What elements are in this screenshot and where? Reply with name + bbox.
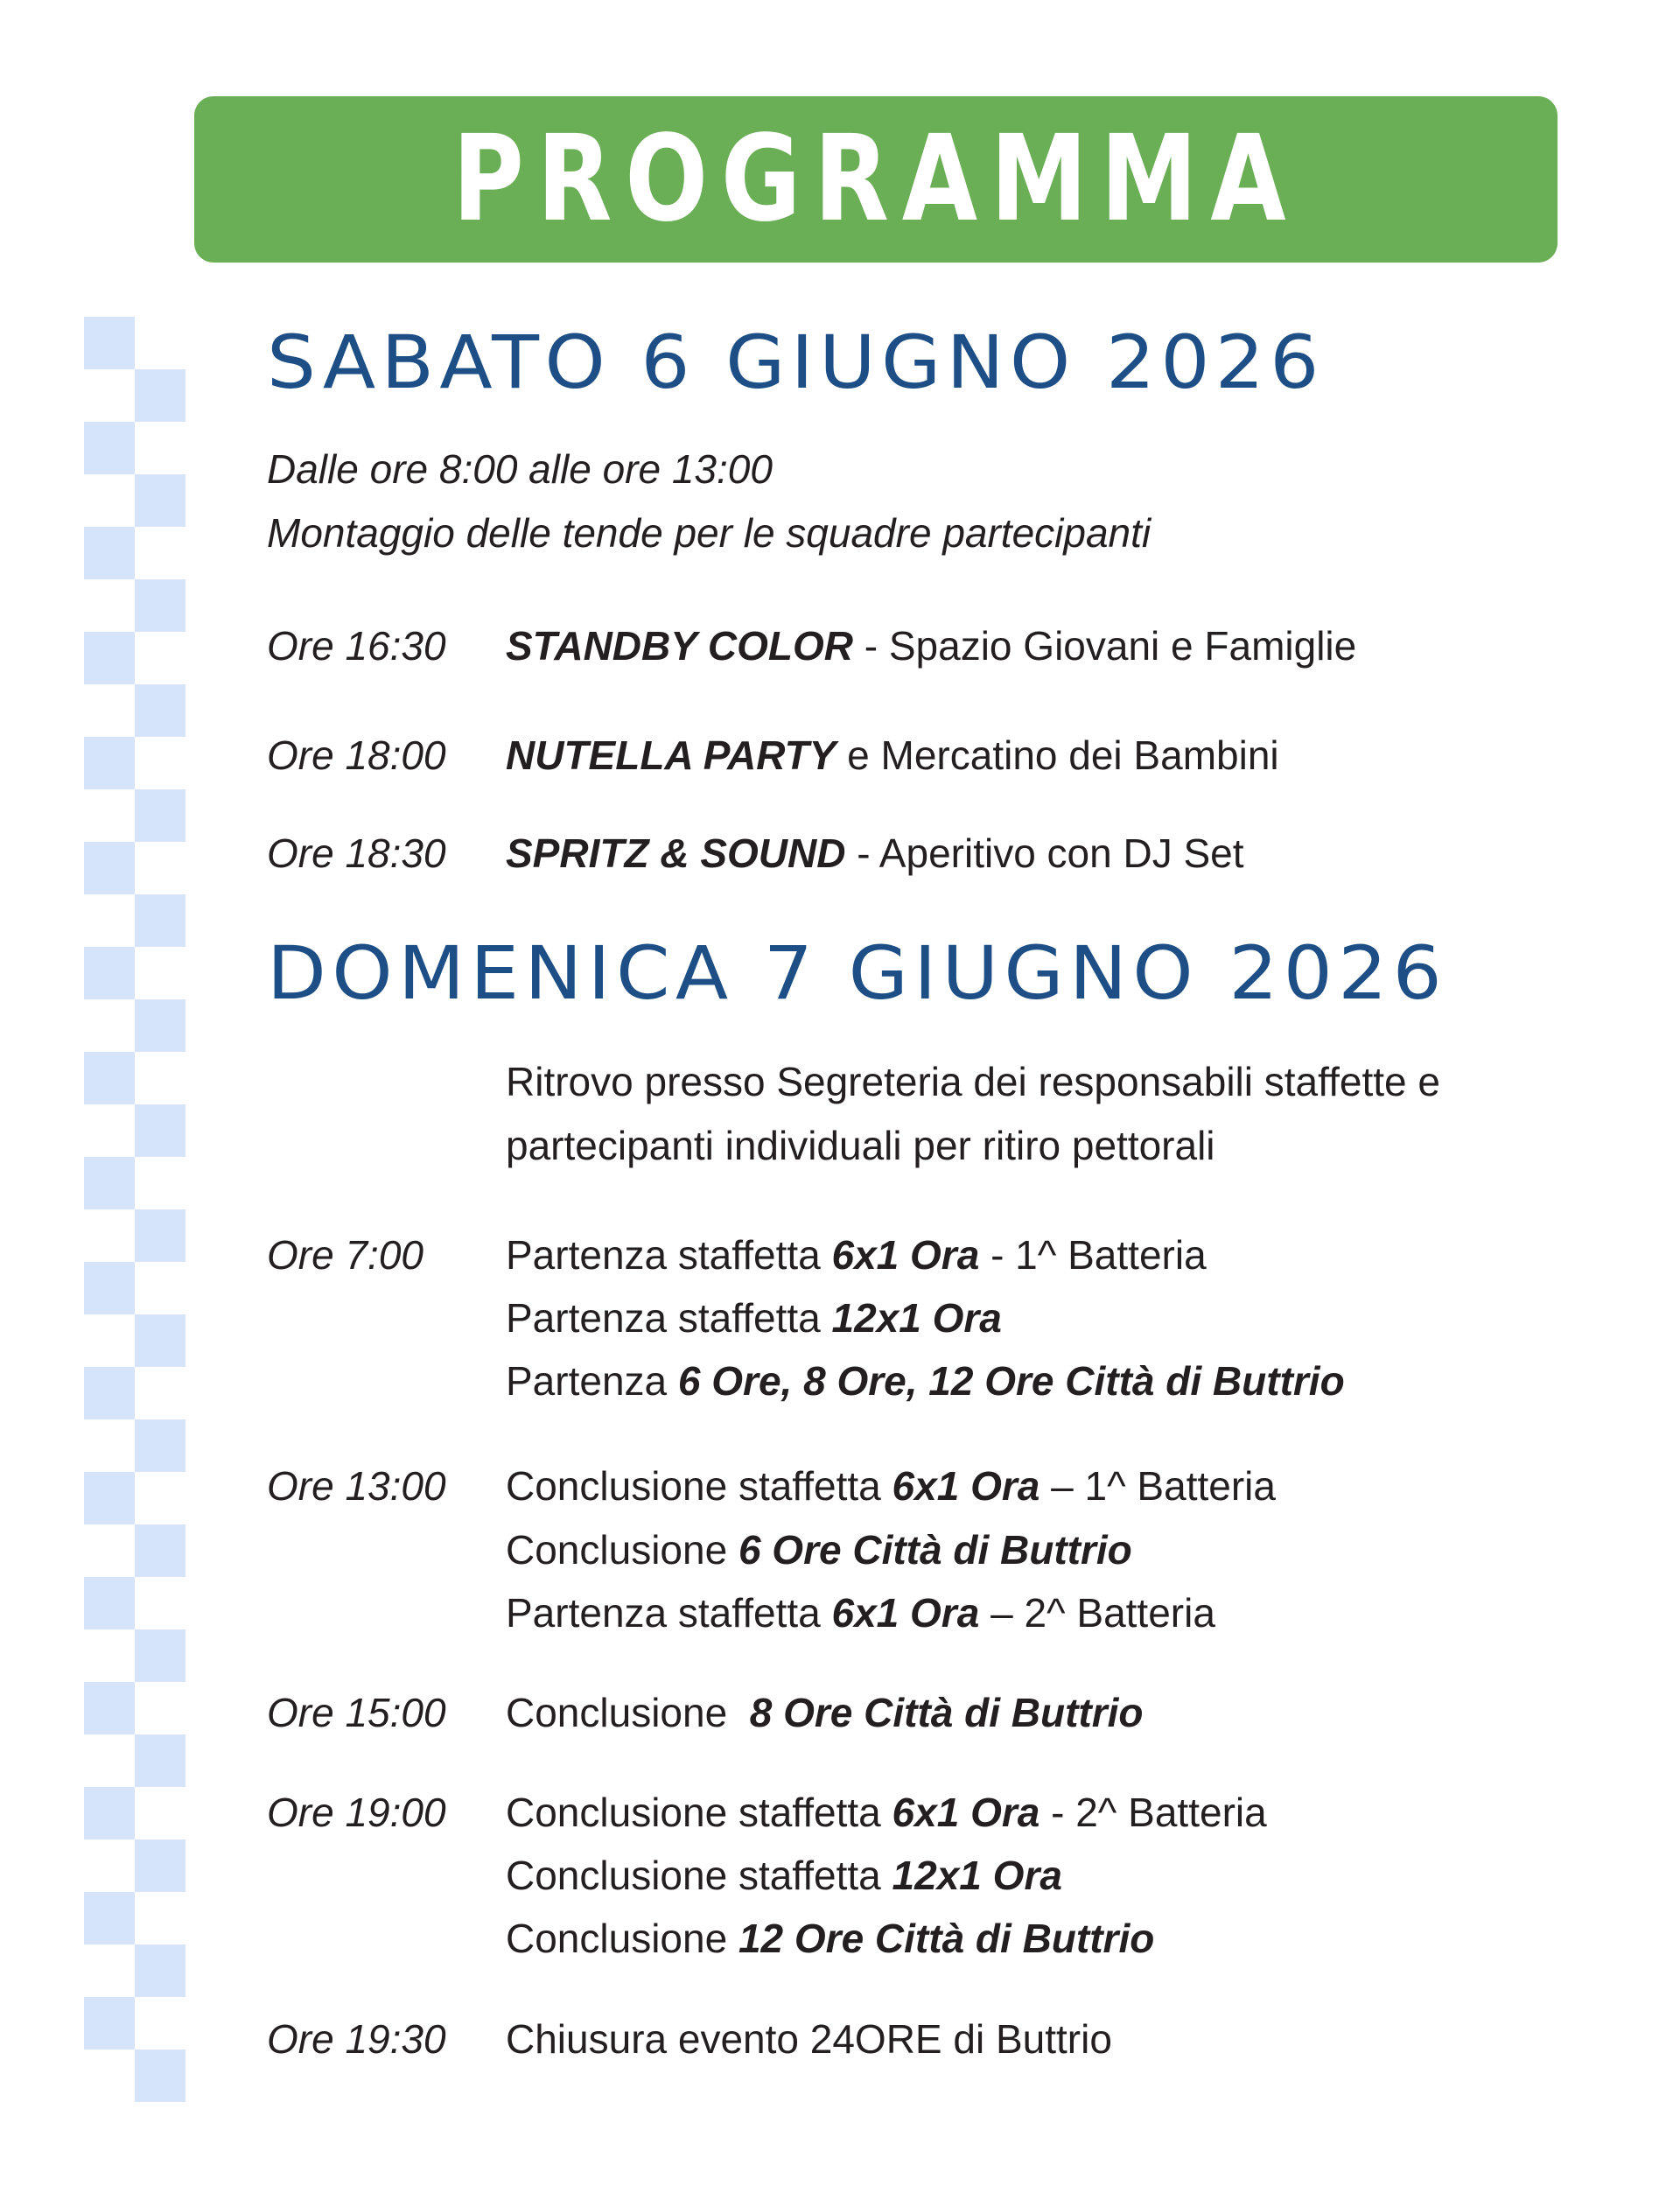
checker-square	[84, 1472, 135, 1524]
checker-square	[84, 1682, 135, 1734]
checker-square	[84, 1262, 135, 1314]
event-highlight: 6x1 Ora	[892, 1463, 1040, 1509]
checker-square	[84, 1787, 135, 1839]
event-time: Ore 19:30	[267, 2016, 446, 2062]
event-detail: - Spazio Giovani e Famiglie	[852, 623, 1357, 669]
checker-square	[135, 1944, 186, 1997]
event-highlight: 6 Ore, 8 Ore, 12 Ore Città di Buttrio	[677, 1358, 1345, 1404]
checker-square	[135, 1314, 186, 1367]
event-line: Conclusione 6 Ore Città di Buttrio	[506, 1527, 1132, 1573]
checker-square	[135, 1524, 186, 1577]
event-time: Ore 15:00	[267, 1690, 446, 1735]
event-highlight: NUTELLA PARTY	[506, 732, 836, 778]
checker-square	[84, 527, 135, 579]
sunday-intro-line: partecipanti individuali per ritiro pettorali	[506, 1123, 1215, 1168]
event-time: Ore 13:00	[267, 1463, 446, 1509]
event-line: Conclusione staffetta 6x1 Ora - 2^ Batteria	[506, 1790, 1267, 1835]
checker-square	[135, 1419, 186, 1472]
checker-square	[84, 1997, 135, 2049]
title-banner	[194, 96, 1558, 263]
sunday-intro-line: Ritrovo presso Segreteria dei responsabili staffette e	[506, 1059, 1440, 1104]
event-line: Conclusione 8 Ore Città di Buttrio	[506, 1690, 1144, 1735]
event-line: Partenza staffetta 6x1 Ora - 1^ Batteria	[506, 1232, 1207, 1278]
checker-square	[135, 894, 186, 947]
checker-square	[84, 737, 135, 789]
saturday-intro-line: Montaggio delle tende per le squadre partecipanti	[267, 510, 1152, 556]
event-description	[506, 623, 1356, 669]
event-highlight: STANDBY COLOR	[506, 623, 853, 669]
event-line: Conclusione staffetta 6x1 Ora – 1^ Batteria	[506, 1463, 1276, 1509]
event-line: Chiusura evento 24ORE di Buttrio	[506, 2016, 1112, 2062]
page-title: PROGRAMMA	[452, 110, 1299, 249]
checker-square	[84, 947, 135, 999]
event-time: Ore 18:30	[267, 830, 446, 876]
checker-square	[84, 422, 135, 474]
event-time: Ore 18:00	[267, 732, 446, 778]
checker-square	[135, 1629, 186, 1682]
checker-square	[84, 1892, 135, 1944]
checker-square	[135, 369, 186, 422]
saturday-heading: SABATO 6 GIUGNO 2026	[267, 319, 1325, 405]
event-highlight: 6 Ore Città di Buttrio	[738, 1527, 1132, 1573]
checker-square	[84, 842, 135, 894]
saturday-intro-line: Dalle ore 8:00 alle ore 13:00	[267, 446, 773, 492]
event-line: Conclusione staffetta 12x1 Ora	[506, 1853, 1062, 1898]
checker-square	[84, 1052, 135, 1104]
checker-square	[135, 1104, 186, 1157]
event-time: Ore 7:00	[267, 1232, 424, 1278]
checker-square	[135, 474, 186, 527]
checker-square	[84, 317, 135, 369]
event-highlight: 12x1 Ora	[831, 1295, 1002, 1341]
event-highlight: 6x1 Ora	[892, 1790, 1040, 1835]
event-description	[506, 732, 1279, 779]
checker-square	[84, 1367, 135, 1419]
event-line: Partenza 6 Ore, 8 Ore, 12 Ore Città di Buttrio	[506, 1358, 1345, 1404]
checker-square	[135, 579, 186, 632]
checker-square	[135, 789, 186, 842]
checker-square	[135, 999, 186, 1052]
event-highlight: 12x1 Ora	[892, 1853, 1062, 1898]
event-line: Partenza staffetta 12x1 Ora	[506, 1295, 1002, 1341]
checker-square	[84, 632, 135, 684]
event-line: Partenza staffetta 6x1 Ora – 2^ Batteria	[506, 1590, 1215, 1636]
event-time: Ore 19:00	[267, 1790, 446, 1835]
event-line: Conclusione 12 Ore Città di Buttrio	[506, 1916, 1155, 1961]
checker-square	[135, 1734, 186, 1787]
event-highlight: SPRITZ & SOUND	[506, 830, 846, 876]
checker-square	[84, 1577, 135, 1629]
checkered-border	[84, 317, 186, 2086]
checker-square	[135, 1839, 186, 1892]
event-highlight: 6x1 Ora	[831, 1232, 980, 1278]
checker-square	[135, 2049, 186, 2102]
event-highlight: 12 Ore Città di Buttrio	[738, 1916, 1155, 1961]
event-detail: - Aperitivo con DJ Set	[845, 830, 1244, 876]
event-description	[506, 830, 1244, 877]
checker-square	[135, 684, 186, 737]
event-highlight: 8 Ore Città di Buttrio	[749, 1690, 1144, 1735]
event-detail: e Mercatino dei Bambini	[836, 732, 1279, 778]
checker-square	[135, 1209, 186, 1262]
sunday-heading: DOMENICA 7 GIUGNO 2026	[267, 930, 1448, 1016]
event-time: Ore 16:30	[267, 623, 446, 669]
event-highlight: 6x1 Ora	[831, 1590, 980, 1636]
checker-square	[84, 1157, 135, 1209]
